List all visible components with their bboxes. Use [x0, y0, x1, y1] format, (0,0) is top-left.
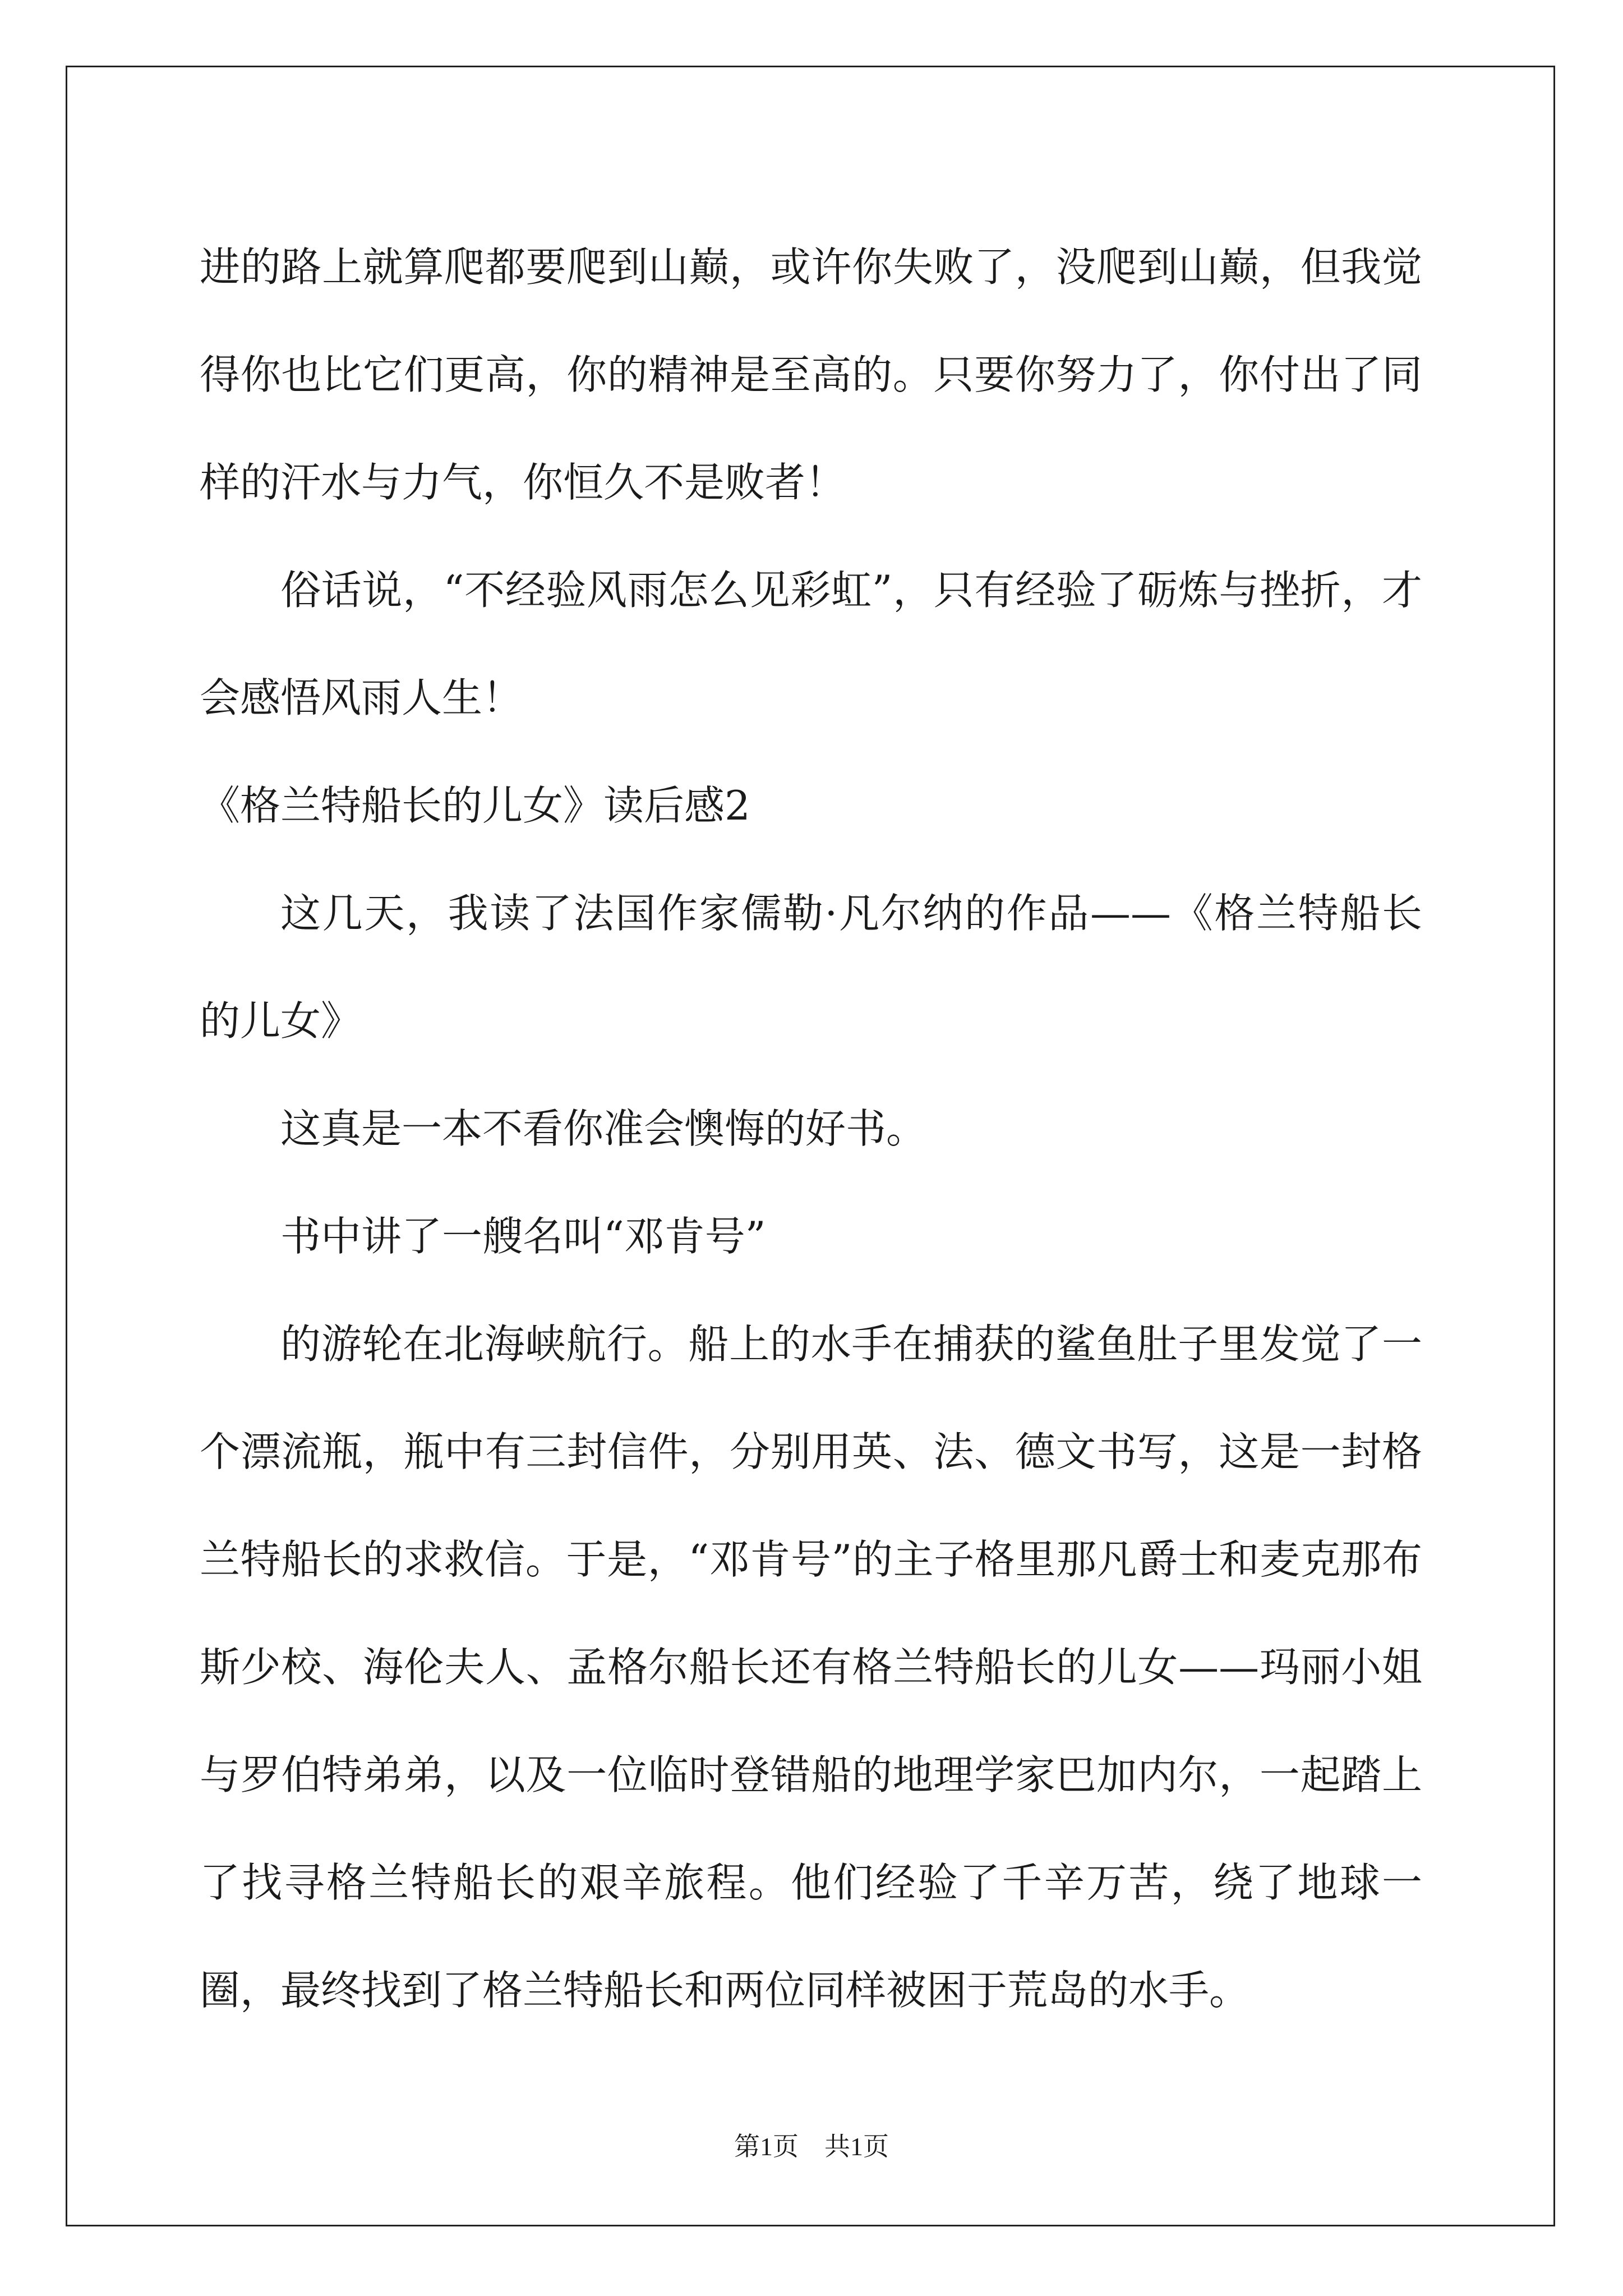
document-body: [200, 213, 1422, 2044]
paragraph: 书中讲了一艘名叫“邓肯号”: [280, 1213, 766, 1260]
paragraph: 进的路上就算爬都要爬到山巅，或许你失败了，没爬到山巅，但我觉得你也比它们更高，你的精神是至高的。只要你努力了，你付出了同样的汗水与力气，你恒久不是败者！: [200, 243, 1422, 506]
page-number-footer: 第1页 共1页: [734, 2132, 889, 2161]
section-heading: 《格兰特船长的儿女》读后感2: [200, 782, 750, 829]
paragraph: 的游轮在北海峡航行。船上的水手在捕获的鲨鱼肚子里发觉了一个漂流瓶，瓶中有三封信件，分别用英、法、德文书写，这是一封格兰特船长的求救信。于是，“邓肯号”的主子格里那凡爵士和麦克那布斯少校、海伦夫人、孟格尔船长还有格兰特船长的儿女——玛丽小姐与罗伯特弟弟，以及一位临时登错船的地理学家巴加内尔，一起踏上了找寻格兰特船长的艰辛旅程。他们经验了千辛万苦，绕了地球一圈，最终找到了格兰特船长和两位同样被困于荒岛的水手。: [200, 1320, 1422, 2014]
paragraph: 俗话说，“不经验风雨怎么见彩虹”，只有经验了砺炼与挫折，才会感悟风雨人生！: [200, 567, 1422, 721]
paragraph: 这几天，我读了法国作家儒勒·凡尔纳的作品——《格兰特船长的儿女》: [200, 890, 1422, 1045]
paragraph: 这真是一本不看你准会懊悔的好书。: [280, 1105, 927, 1152]
